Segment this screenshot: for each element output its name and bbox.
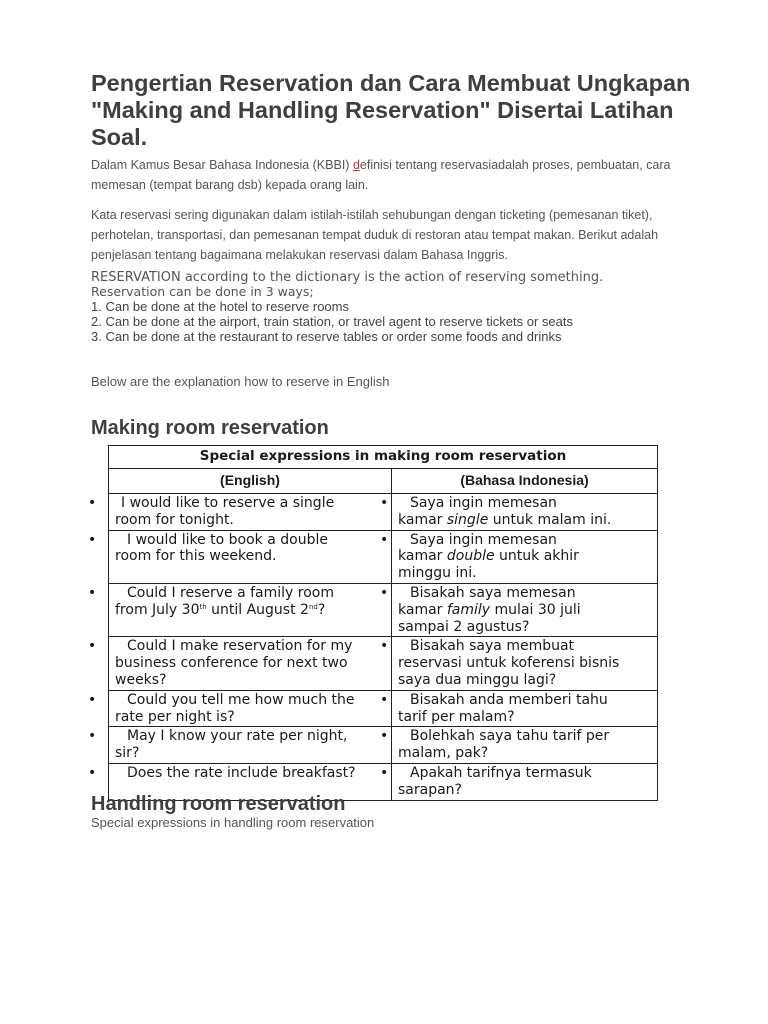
english-line: sir? xyxy=(115,745,140,762)
english-line: business conference for next two xyxy=(115,655,348,672)
bullet: • xyxy=(380,584,389,601)
bullet: • xyxy=(380,691,389,708)
english-line: Could I make reservation for my xyxy=(127,638,353,655)
way-item: 1. Can be done at the hotel to reserve rooms xyxy=(91,299,349,314)
bullet: • xyxy=(88,691,97,708)
ways-list xyxy=(91,299,691,344)
indonesian-line: minggu ini. xyxy=(398,565,477,582)
bullet: • xyxy=(380,638,389,655)
intro-text-end: efinisi tentang reservasiadalah proses, pembuatan, cara memesan (tempat barang dsb) kepada orang lain. xyxy=(91,158,671,192)
table-caption: Special expressions in making room reservation xyxy=(109,446,658,469)
intro-text-start: Dalam Kamus Besar Bahasa Indonesia (KBBI) xyxy=(91,158,353,172)
column-header-english: (English) xyxy=(109,469,392,494)
bullet: • xyxy=(88,728,97,745)
indonesian-line: Apakah tarifnya termasuk xyxy=(410,764,592,781)
table-row xyxy=(109,690,658,727)
ordinal-suffix: nd xyxy=(308,602,318,611)
indonesian-line: Bisakah anda memberi tahu xyxy=(410,691,608,708)
bullet: • xyxy=(88,638,97,655)
table-row xyxy=(109,727,658,764)
room-type-emphasis: double xyxy=(446,548,495,565)
bullet: • xyxy=(88,764,97,781)
indonesian-line: Bisakah saya memesan xyxy=(410,584,576,601)
definition-line-2: Reservation can be done in 3 ways; xyxy=(91,284,314,299)
indonesian-line: reservasi untuk koferensi bisnis xyxy=(398,655,620,672)
spellcheck-marked-letter: d xyxy=(352,158,360,172)
english-line: Could I reserve a family room xyxy=(127,584,334,601)
intro-paragraph-2: Kata reservasi sering digunakan dalam istilah-istilah sehubungan dengan ticketing (pemesanan tiket), perhotelan, transportasi, dan pemesanan tempat duduk di restoran atau tempat makan. Berikut adalah penjelasan tentang bagaimana melakukan reservasi dalam Bahasa Inggris. xyxy=(91,208,659,262)
way-item: 2. Can be done at the airport, train station, or travel agent to reserve tickets or seats xyxy=(91,314,573,329)
room-type-emphasis: single xyxy=(446,511,489,528)
ordinal-suffix: th xyxy=(199,602,207,611)
indonesian-line: Saya ingin memesan xyxy=(410,495,557,511)
article xyxy=(91,70,691,439)
english-line: from July 30th until August 2nd? xyxy=(115,601,326,618)
indonesian-line: kamar double untuk akhir xyxy=(398,548,579,565)
bullet: • xyxy=(380,764,389,781)
bullet: • xyxy=(380,531,389,548)
table-row xyxy=(109,494,658,531)
indonesian-line: Bisakah saya membuat xyxy=(410,638,575,655)
indonesian-line: saya dua minggu lagi? xyxy=(398,671,557,688)
english-line: weeks? xyxy=(115,671,167,688)
making-reservation-table xyxy=(88,445,658,801)
indonesian-line: sampai 2 agustus? xyxy=(398,618,530,635)
indonesian-line: Saya ingin memesan xyxy=(410,531,557,548)
bullet: • xyxy=(88,531,97,548)
english-line: room for this weekend. xyxy=(115,548,277,565)
table-row xyxy=(109,637,658,690)
english-line: Could you tell me how much the xyxy=(127,691,355,708)
indonesian-line: Bolehkah saya tahu tarif per xyxy=(410,728,610,745)
room-type-emphasis: family xyxy=(446,601,491,618)
bullet: • xyxy=(380,728,389,745)
below-explanation: Below are the explanation how to reserve in English xyxy=(91,374,390,389)
table-row xyxy=(109,583,658,636)
page-title: Pengertian Reservation dan Cara Membuat Ungkapan "Making and Handling Reservation" Disertai Latihan Soal. xyxy=(91,70,691,150)
english-line: I would like to book a double xyxy=(127,531,328,548)
bullet: • xyxy=(88,584,97,601)
english-line: May I know your rate per night, xyxy=(127,728,348,745)
column-header-indonesia: (Bahasa Indonesia) xyxy=(392,469,658,494)
table-row xyxy=(109,530,658,583)
indonesian-line: kamar family mulai 30 juli xyxy=(398,601,581,618)
handling-subtitle: Special expressions in handling room reservation xyxy=(91,815,375,830)
english-line: Does the rate include breakfast? xyxy=(127,764,356,781)
english-line: room for tonight. xyxy=(115,511,234,528)
intro-paragraph-1 xyxy=(91,155,691,195)
bullet: • xyxy=(380,495,389,511)
indonesian-line: kamar single untuk malam ini. xyxy=(398,511,612,528)
making-heading: Making room reservation xyxy=(91,417,329,439)
bullet: • xyxy=(88,495,97,511)
indonesian-line: malam, pak? xyxy=(398,745,489,762)
definition-line-1: RESERVATION according to the dictionary is the action of reserving something. xyxy=(91,270,604,285)
handling-heading: Handling room reservation xyxy=(91,793,346,815)
english-line: rate per night is? xyxy=(115,708,235,725)
indonesian-line: sarapan? xyxy=(398,781,462,798)
indonesian-line: tarif per malam? xyxy=(398,708,515,725)
way-item: 3. Can be done at the restaurant to reserve tables or order some foods and drinks xyxy=(91,329,562,344)
english-line: I would like to reserve a single xyxy=(121,495,335,511)
